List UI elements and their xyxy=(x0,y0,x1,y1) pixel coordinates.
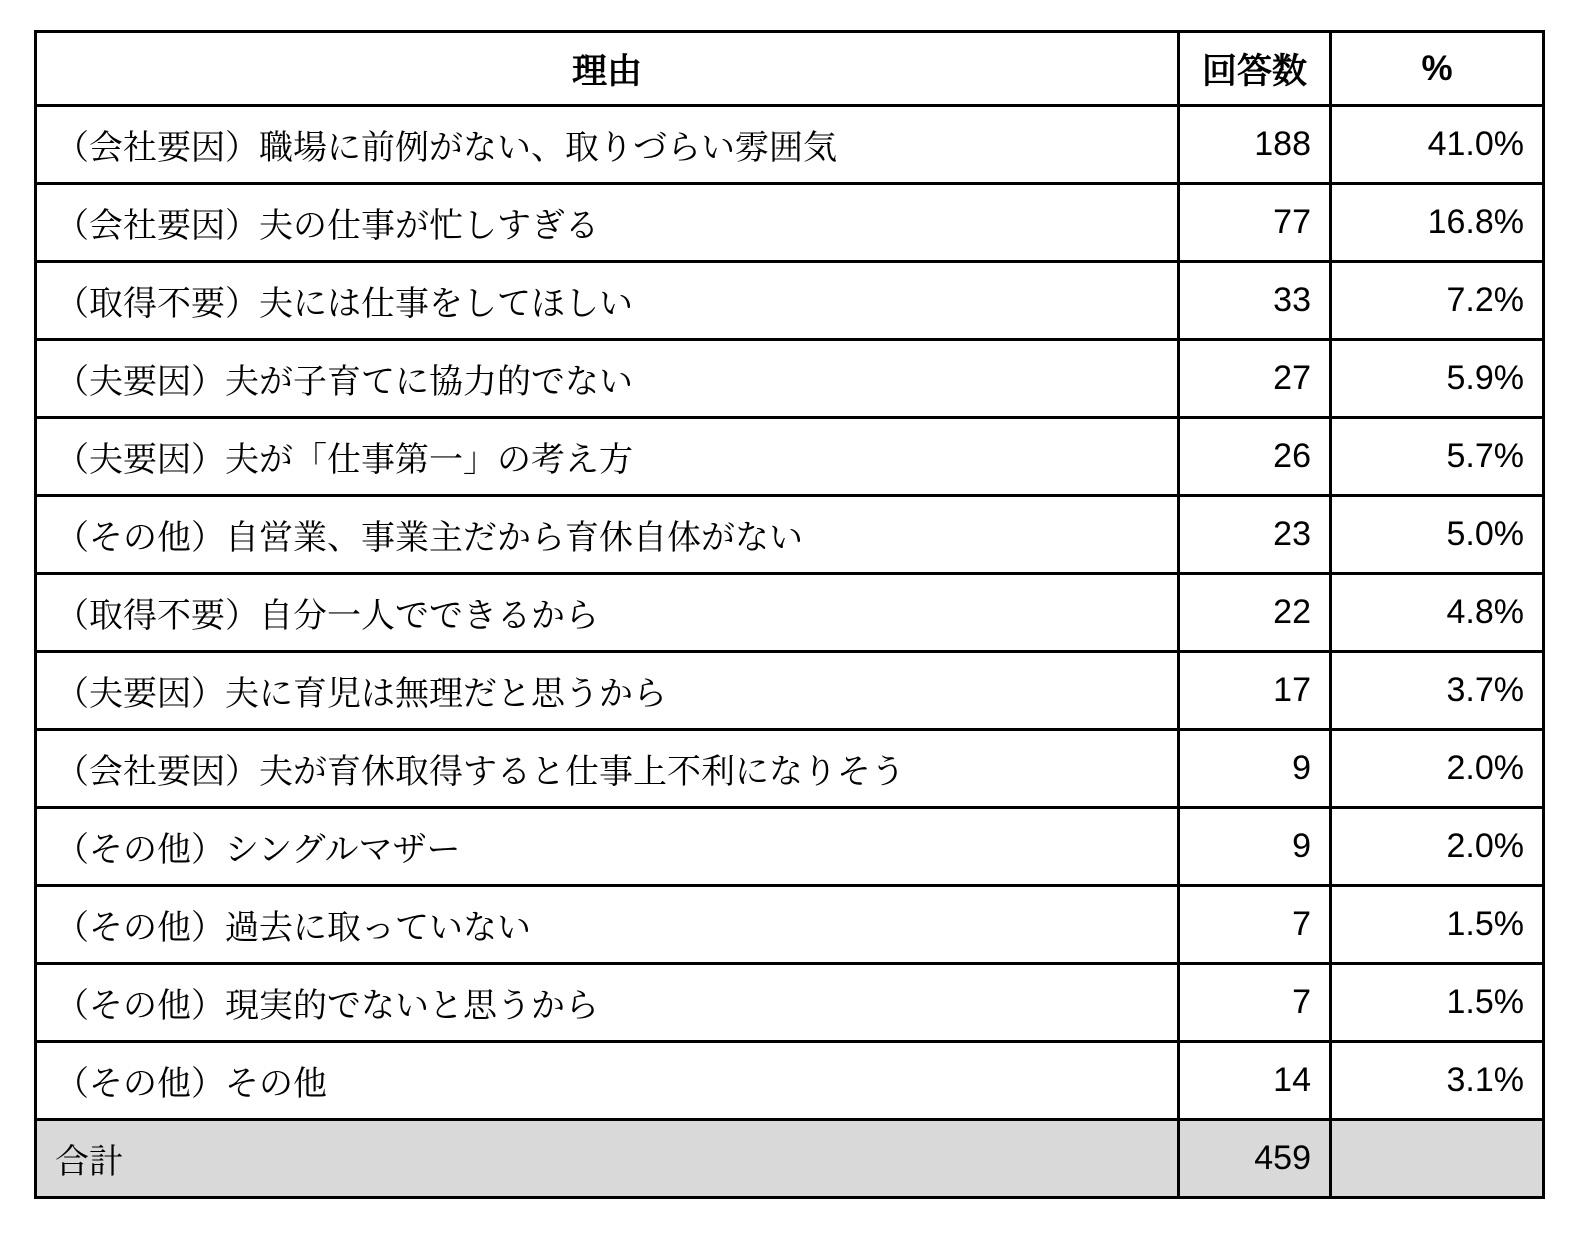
cell-percent: 16.8% xyxy=(1331,184,1544,262)
table-row xyxy=(36,730,1544,808)
table-row xyxy=(36,184,1544,262)
total-percent xyxy=(1331,1120,1544,1198)
cell-reason: （取得不要）夫には仕事をしてほしい xyxy=(36,262,1179,340)
cell-count: 22 xyxy=(1179,574,1331,652)
total-count: 459 xyxy=(1179,1120,1331,1198)
table-row xyxy=(36,1042,1544,1120)
cell-percent: 2.0% xyxy=(1331,730,1544,808)
table-header-row xyxy=(36,32,1544,106)
cell-percent: 5.9% xyxy=(1331,340,1544,418)
table-body xyxy=(36,106,1544,1120)
cell-percent: 1.5% xyxy=(1331,886,1544,964)
cell-count: 7 xyxy=(1179,964,1331,1042)
cell-count: 27 xyxy=(1179,340,1331,418)
cell-count: 7 xyxy=(1179,886,1331,964)
table-row xyxy=(36,886,1544,964)
cell-count: 26 xyxy=(1179,418,1331,496)
table-row xyxy=(36,340,1544,418)
column-header-percent: % xyxy=(1331,32,1544,106)
cell-reason: （夫要因）夫に育児は無理だと思うから xyxy=(36,652,1179,730)
cell-reason: （その他）現実的でないと思うから xyxy=(36,964,1179,1042)
table-row xyxy=(36,574,1544,652)
column-header-reason: 理由 xyxy=(36,32,1179,106)
cell-percent: 3.1% xyxy=(1331,1042,1544,1120)
table-row xyxy=(36,964,1544,1042)
reasons-table xyxy=(34,30,1545,1199)
table-row xyxy=(36,106,1544,184)
cell-reason: （その他）自営業、事業主だから育休自体がない xyxy=(36,496,1179,574)
cell-percent: 5.7% xyxy=(1331,418,1544,496)
table-row xyxy=(36,808,1544,886)
cell-percent: 3.7% xyxy=(1331,652,1544,730)
cell-reason: （会社要因）夫が育休取得すると仕事上不利になりそう xyxy=(36,730,1179,808)
cell-reason: （その他）その他 xyxy=(36,1042,1179,1120)
table-row xyxy=(36,652,1544,730)
total-row xyxy=(36,1120,1544,1198)
cell-count: 188 xyxy=(1179,106,1331,184)
table-row xyxy=(36,418,1544,496)
cell-reason: （会社要因）職場に前例がない、取りづらい雰囲気 xyxy=(36,106,1179,184)
total-label: 合計 xyxy=(36,1120,1179,1198)
cell-reason: （その他）過去に取っていない xyxy=(36,886,1179,964)
cell-percent: 2.0% xyxy=(1331,808,1544,886)
cell-percent: 5.0% xyxy=(1331,496,1544,574)
cell-count: 77 xyxy=(1179,184,1331,262)
cell-count: 14 xyxy=(1179,1042,1331,1120)
column-header-count: 回答数 xyxy=(1179,32,1331,106)
cell-reason: （会社要因）夫の仕事が忙しすぎる xyxy=(36,184,1179,262)
table-row xyxy=(36,262,1544,340)
cell-percent: 4.8% xyxy=(1331,574,1544,652)
table-footer xyxy=(36,1120,1544,1198)
cell-count: 9 xyxy=(1179,808,1331,886)
table-row xyxy=(36,496,1544,574)
cell-count: 23 xyxy=(1179,496,1331,574)
table-header xyxy=(36,32,1544,106)
cell-reason: （その他）シングルマザー xyxy=(36,808,1179,886)
cell-percent: 1.5% xyxy=(1331,964,1544,1042)
cell-percent: 41.0% xyxy=(1331,106,1544,184)
cell-reason: （夫要因）夫が「仕事第一」の考え方 xyxy=(36,418,1179,496)
cell-count: 17 xyxy=(1179,652,1331,730)
cell-reason: （夫要因）夫が子育てに協力的でない xyxy=(36,340,1179,418)
cell-percent: 7.2% xyxy=(1331,262,1544,340)
cell-reason: （取得不要）自分一人でできるから xyxy=(36,574,1179,652)
cell-count: 33 xyxy=(1179,262,1331,340)
cell-count: 9 xyxy=(1179,730,1331,808)
